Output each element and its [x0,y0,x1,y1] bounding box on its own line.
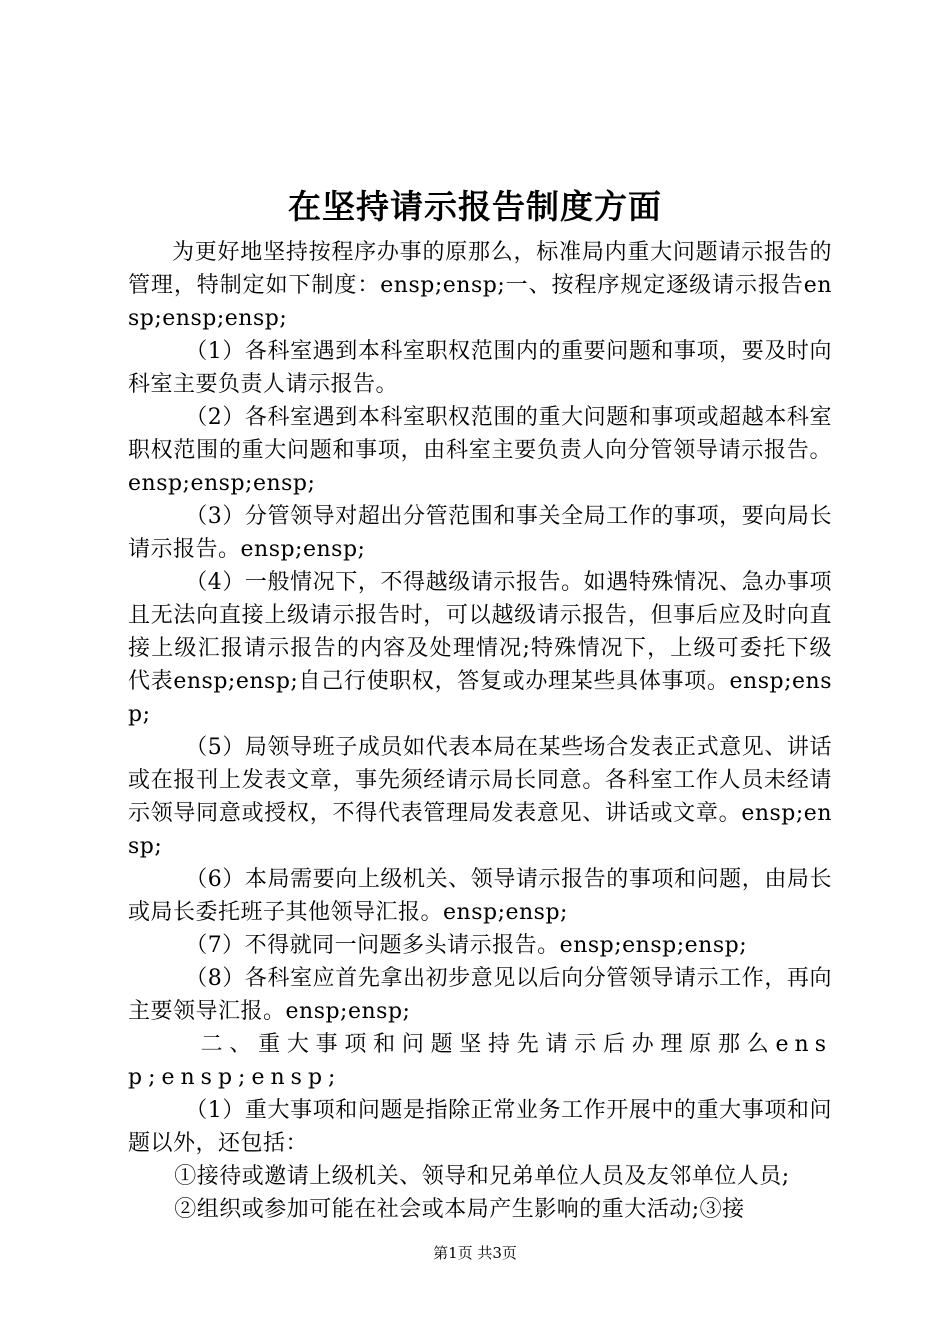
list-item: （8）各科室应首先拿出初步意见以后向分管领导请示工作，再向主要领导汇报。ensp;ensp; [128,966,832,1024]
list-item: （6）本局需要向上级机关、领导请示报告的事项和问题，由局长或局长委托班子其他领导汇报。ensp;ensp; [128,867,832,925]
intro-paragraph: 为更好地坚持按程序办事的原那么，标准局内重大问题请示报告的管理，特制定如下制度：ensp;ensp;一、按程序规定逐级请示报告ensp;ensp;ensp; [128,240,832,331]
list-item: （1）各科室遇到本科室职权范围内的重要问题和事项，要及时向科室主要负责人请示报告。 [128,339,832,397]
list-item: （4）一般情况下，不得越级请示报告。如遇特殊情况、急办事项且无法向直接上级请示报告时，可以越级请示报告，但事后应及时向直接上级汇报请示报告的内容及处理情况;特殊情况下，上级可委托下级代表ensp;ensp;自己行使职权，答复或办理某些具体事项。ensp;ensp; [128,570,832,727]
document-body [128,236,832,1226]
section-heading: 二、重大事项和问题坚持先请示后办理原那么ensp;ensp;ensp; [128,1032,832,1090]
list-item: （1）重大事项和问题是指除正常业务工作开展中的重大事项和问题以外，还包括： [128,1098,832,1156]
page-title: 在坚持请示报告制度方面 [288,187,662,226]
list-item: （2）各科室遇到本科室职权范围的重大问题和事项或超越本科室职权范围的重大问题和事项，由科室主要负责人向分管领导请示报告。ensp;ensp;ensp; [128,405,832,496]
sub-list-item: ②组织或参加可能在社会或本局产生影响的重大活动;③接 [174,1197,745,1222]
list-item: （3）分管领导对超出分管范围和事关全局工作的事项，要向局长请示报告。ensp;ensp; [128,504,832,562]
list-item: （7）不得就同一问题多头请示报告。ensp;ensp;ensp; [185,933,748,958]
page-footer: 第1页 共3页 [433,1244,517,1262]
sub-list-item: ①接待或邀请上级机关、领导和兄弟单位人员及友邻单位人员; [174,1164,790,1189]
list-item: （5）局领导班子成员如代表本局在某些场合发表正式意见、讲话或在报刊上发表文章，事先须经请示局长同意。各科室工作人员未经请示领导同意或授权，不得代表管理局发表意见、讲话或文章。ensp;ensp; [128,735,832,859]
